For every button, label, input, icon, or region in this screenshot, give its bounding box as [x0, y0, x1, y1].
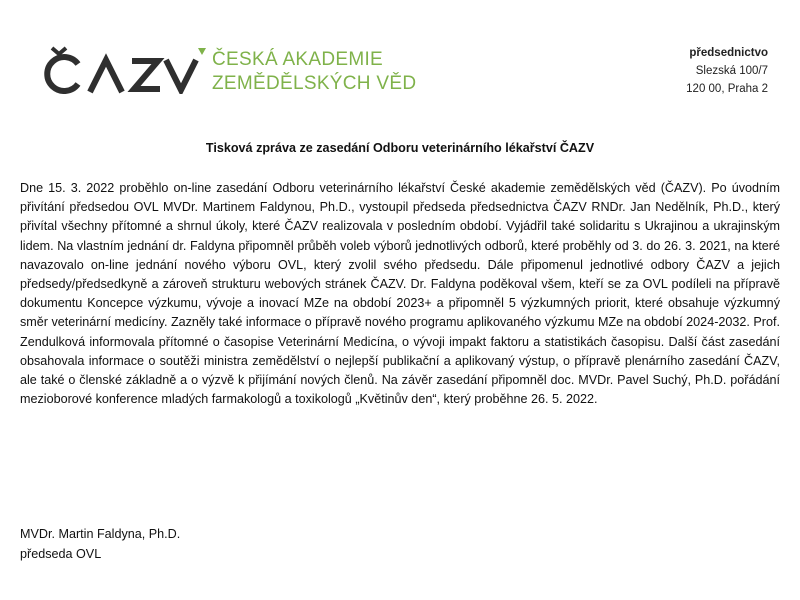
address-city: 120 00, Praha 2	[686, 83, 768, 95]
signature-role: předseda OVL	[20, 547, 102, 561]
cazv-logo	[38, 44, 218, 94]
address-title: předsednictvo	[689, 47, 768, 59]
address-street: Slezská 100/7	[695, 65, 768, 77]
letterhead	[0, 0, 800, 110]
academy-name-line2: ZEMĚDĚLSKÝCH VĚD	[212, 73, 417, 94]
body-paragraph: Dne 15. 3. 2022 proběhlo on-line zasedání Odboru veterinárního lékařství České akademie zemědělských věd (ČAZV). Po úvodním přivítání předsedou OVL MVDr. Martinem Faldynou, Ph.D., vystoupil předseda předsednictva ČAZV RNDr. Jan Nedělník, Ph.D., který přivítal všechny přítomné a shrnul úkoly, které ČAZV realizovala v posledním období. Vyjádřil také solidaritu s Ukrajinou a ukrajinským lidem. Na vlastním jednání dr. Faldyna připomněl průběh voleb výborů jednotlivých odborů, které proběhly od 3. do 26. 3. 2021, na které navazovalo on-line jednání nového výboru OVL, který zvolil svého předsedu. Dále připomenul jednotlivé odbory ČAZV a jejich předsedy/předsedkyně a zároveň strukturu webových stránek ČAZV. Dr. Faldyna poděkoval všem, kteří se za OVL podíleli na přípravě dokumentu Koncepce výzkumu, vývoje a inovací MZe na období 2023+ a připomněl 5 výzkumných priorit, které obsahuje výzkumný směr veterinární medicíny. Zazněly také informace o přípravě nového programu aplikovaného výzkumu MZe na období 2024-2032. Prof. Zendulková informovala přítomné o časopise Veterinární Medicína, o vývoji impakt faktoru a statistikách časopisu. Další část zasedání obsahovala informace o soutěži ministra zemědělství o nejlepší publikační a aplikovaný výstup, o přípravě plenárního zasedání ČAZV, ale také o členské základně a o výzvě k přijímání nových členů. Na závěr zasedání připomněl doc. MVDr. Pavel Suchý, Ph.D. pořádání mezioborové konference mladých farmakologů a toxikologů „Květinův den“, který proběhne 26. 5. 2022.	[20, 181, 780, 407]
academy-name-line1: ČESKÁ AKADEMIE	[212, 49, 384, 70]
address-block	[686, 44, 768, 98]
document-title: Tisková zpráva ze zasedání Odboru veterinárního lékařství ČAZV	[205, 141, 595, 155]
signature-block	[20, 524, 180, 564]
signature-name: MVDr. Martin Faldyna, Ph.D.	[20, 527, 181, 541]
academy-name	[212, 48, 416, 96]
